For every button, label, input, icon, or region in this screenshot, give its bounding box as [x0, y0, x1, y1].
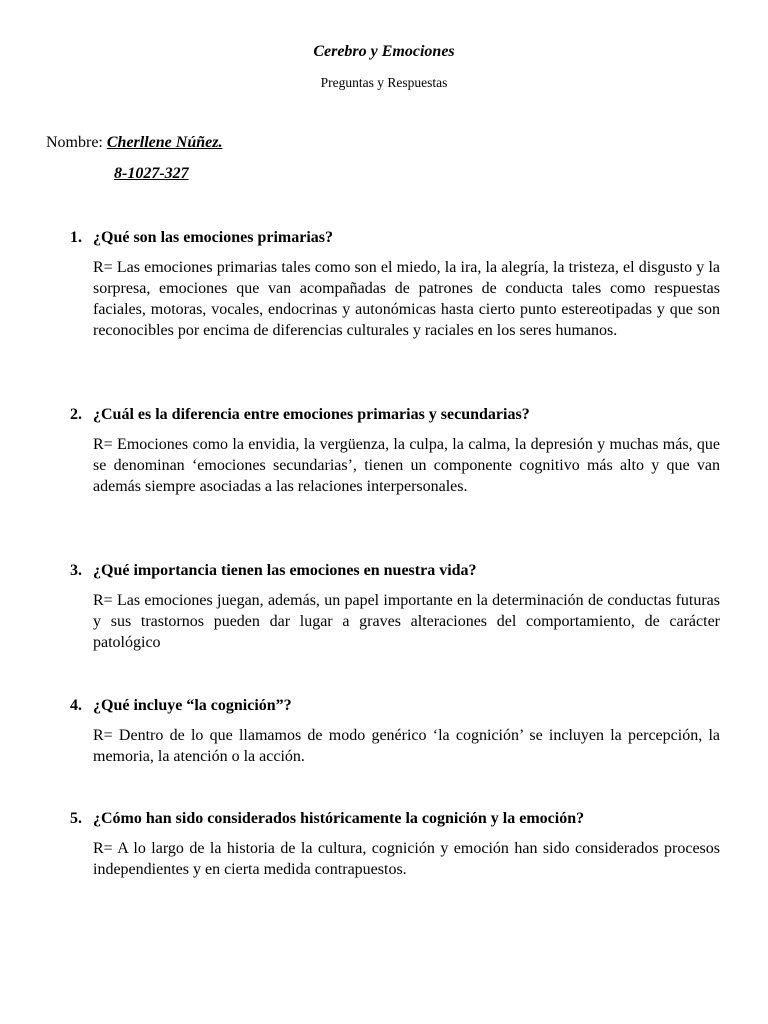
name-label: Nombre: — [46, 134, 107, 151]
answer-3: R= Las emociones juegan, además, un papel importante en la determinación de conductas futuras y sus trastornos pueden dar lugar a graves alteraciones del comportamiento, de carácter patológico — [93, 592, 720, 651]
answer-5: R= A lo largo de la historia de la cultura, cognición y emoción han sido considerados procesos independientes y en cierta medida contrapuestos. — [93, 840, 720, 878]
document-subtitle: Preguntas y Respuestas — [320, 75, 448, 90]
qa-item-1 — [70, 228, 720, 341]
question-number: 4. — [70, 697, 82, 714]
student-name: Cherllene Núñez. — [106, 134, 223, 151]
question-3 — [70, 561, 720, 581]
answer-4: R= Dentro de lo que llamamos de modo genérico ‘la cognición’ se incluyen la percepción, la memoria, la atención o la acción. — [93, 727, 720, 765]
question-text: ¿Qué son las emociones primarias? — [93, 229, 333, 246]
student-id — [114, 165, 189, 183]
student-id-value: 8-1027-327 — [114, 165, 189, 182]
question-text: ¿Cómo han sido considerados históricamente la cognición y la emoción? — [93, 810, 585, 827]
question-text: ¿Qué importancia tienen las emociones en nuestra vida? — [93, 562, 477, 579]
question-2 — [70, 405, 720, 425]
question-number: 2. — [70, 406, 82, 423]
question-number: 5. — [70, 810, 82, 827]
qa-item-4 — [70, 696, 720, 767]
qa-item-5 — [70, 809, 720, 880]
answer-2: R= Emociones como la envidia, la vergüenza, la culpa, la calma, la depresión y muchas más, que se denominan ‘emociones secundarias’, tienen un componente cognitivo más alto y que van además siempre asociadas a las relaciones interpersonales. — [93, 436, 720, 495]
question-4 — [70, 696, 720, 716]
question-text: ¿Qué incluye “la cognición”? — [93, 697, 292, 714]
name-line — [46, 134, 222, 152]
question-5 — [70, 809, 720, 829]
question-1 — [70, 228, 720, 248]
answer-1: R= Las emociones primarias tales como son el miedo, la ira, la alegría, la tristeza, el disgusto y la sorpresa, emociones que van acompañadas de patrones de conducta tales como respuestas faciales, motoras, vocales, endocrinas y autonómicas hasta cierto punto estereotipadas y que son reconocibles por encima de diferencias culturales y raciales en los seres humanos. — [93, 259, 720, 339]
document-title: Cerebro y Emociones — [313, 43, 455, 60]
question-text: ¿Cuál es la diferencia entre emociones primarias y secundarias? — [93, 406, 530, 423]
question-number: 3. — [70, 562, 82, 579]
question-number: 1. — [70, 229, 82, 246]
qa-item-2 — [70, 405, 720, 497]
qa-item-3 — [70, 561, 720, 653]
